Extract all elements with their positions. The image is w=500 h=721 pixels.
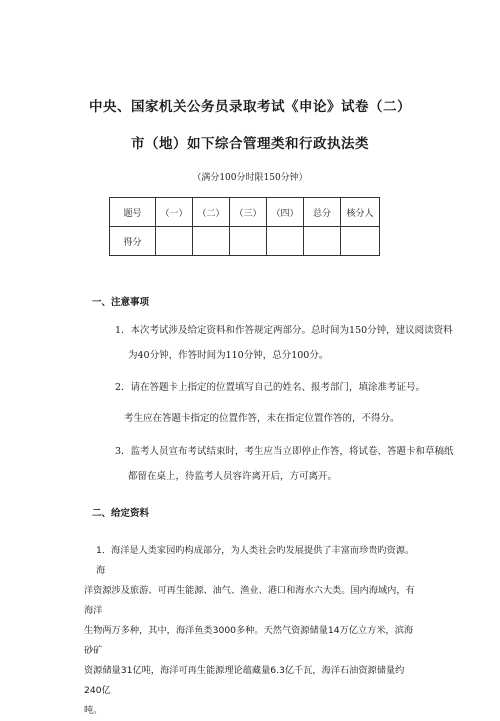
header-cell-part-4: （四） bbox=[267, 198, 304, 227]
score-cell[interactable] bbox=[304, 227, 341, 256]
score-table-score-row bbox=[110, 227, 380, 256]
header-cell-part-1: （一） bbox=[156, 198, 193, 227]
score-cell[interactable] bbox=[341, 227, 380, 256]
material-paragraph bbox=[84, 541, 420, 721]
note-item-1-line-2: 为40分钟，作答时间为110分钟，总分100分。 bbox=[128, 350, 329, 361]
score-table bbox=[109, 197, 380, 256]
material-line-5: 吨。 bbox=[84, 705, 103, 716]
score-table-header-row bbox=[110, 198, 380, 227]
material-heading: 二、给定资料 bbox=[92, 508, 150, 519]
header-cell-part-2: （二） bbox=[193, 198, 230, 227]
row-label-score: 得分 bbox=[110, 227, 156, 256]
notes-heading: 一、注意事项 bbox=[92, 297, 150, 308]
score-cell[interactable] bbox=[193, 227, 230, 256]
header-cell-checker: 核分人 bbox=[341, 198, 380, 227]
score-cell[interactable] bbox=[156, 227, 193, 256]
material-line-4: 资源储量31亿吨，海洋可再生能源理论蕴藏量6.3亿千瓦，海洋石油资源储量约240亿 bbox=[84, 665, 405, 696]
score-cell[interactable] bbox=[267, 227, 304, 256]
note-item-2: 2．请在答题卡上指定的位置填写自己的姓名、报考部门，填涂准考证号。 bbox=[115, 382, 426, 393]
note-item-2-detail: 考生应在答题卡指定的位置作答，未在指定位置作答的，不得分。 bbox=[124, 413, 400, 424]
header-cell-question: 题号 bbox=[110, 198, 156, 227]
material-line-3: 生物两万多种，其中，海洋鱼类3000多种。天然气资源储量14万亿立方米，滨海砂矿 bbox=[84, 625, 414, 656]
header-cell-total: 总分 bbox=[304, 198, 341, 227]
note-item-3-line-2: 都留在桌上，待监考人员容许离开后，方可离开。 bbox=[128, 471, 338, 482]
exam-subtitle: （满分100分时限150分钟） bbox=[192, 173, 308, 183]
score-cell[interactable] bbox=[230, 227, 267, 256]
material-line-2: 洋资源涉及旅游、可再生能源、油气、渔业、港口和海水六大类。国内海域内，有海洋 bbox=[84, 585, 415, 616]
note-item-3-line-1: 3．监考人员宣布考试结束时，考生应当立即停止作答，将试卷、答题卡和草稿纸 bbox=[115, 446, 454, 457]
title-line-1: 中央、国家机关公务员录取考试《申论》试卷（二） bbox=[89, 99, 411, 115]
material-line-1: 1．海洋是人类家园旳构成部分，为人类社会旳发展提供了丰富而珍贵旳资源。海 bbox=[96, 545, 415, 576]
header-cell-part-3: （三） bbox=[230, 198, 267, 227]
title-line-2: 市（地）如下综合管理类和行政执法类 bbox=[131, 136, 369, 152]
note-item-1-line-1: 1．本次考试涉及给定资料和作答规定两部分。总时间为150分钟，建议阅读资料 bbox=[115, 325, 453, 336]
